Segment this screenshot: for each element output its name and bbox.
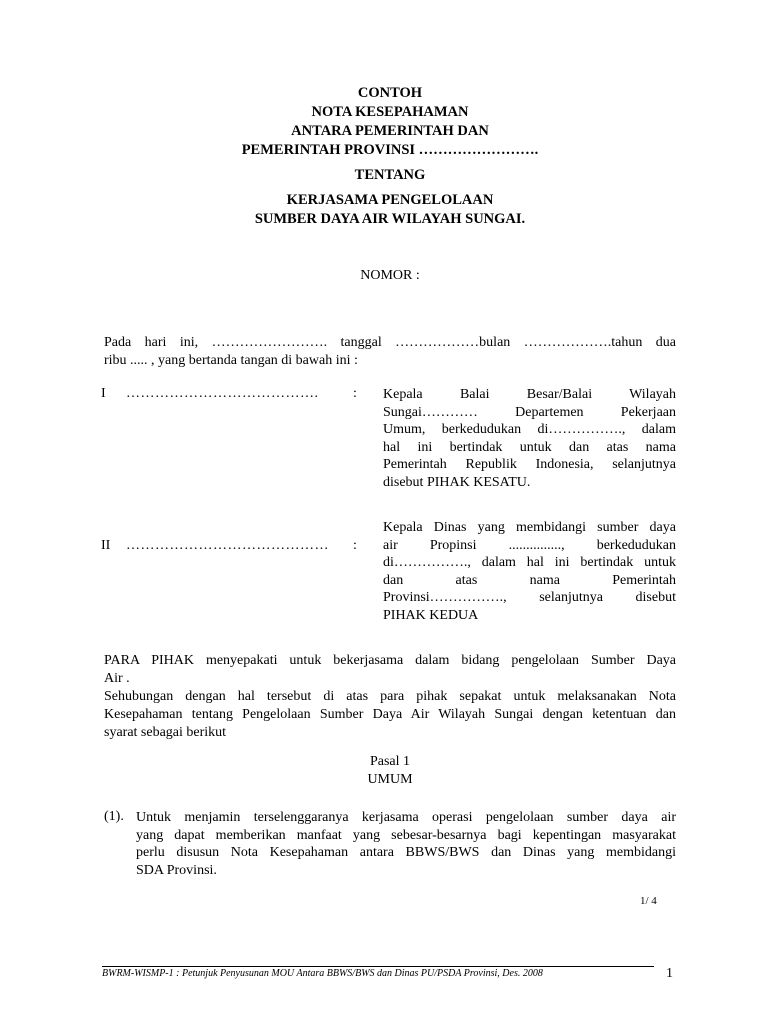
title-line-tentang: TENTANG: [354, 167, 426, 183]
title-line-nota: NOTA KESEPAHAMAN: [311, 104, 469, 120]
party-2-line: dan atas nama Pemerintah: [383, 572, 676, 588]
title-line-antara: ANTARA PEMERINTAH DAN: [291, 123, 489, 139]
party-2-description: [383, 519, 676, 624]
party-2-line: Provinsi……………., selanjutnya disebut: [383, 590, 676, 605]
body-line: Kesepahaman tentang Pengelolaan Sumber Daya Air Wilayah Sungai dengan ketentuan dan: [104, 707, 676, 722]
party-2-name-dots: ……………………………………: [126, 538, 329, 553]
pasal-1-number: Pasal 1: [369, 754, 411, 769]
opening-line-1: Pada hari ini, ……………………. tanggal ………………bulan ……………….tahun dua: [104, 335, 676, 350]
body-line: Sehubungan dengan hal tersebut di atas para pihak sepakat untuk melaksanakan Nota: [104, 689, 676, 704]
party-1-line: Umum, berkedudukan di……………., dalam: [383, 422, 676, 437]
footer-page-number: 1: [666, 966, 673, 981]
party-2-line: PIHAK KEDUA: [383, 607, 479, 623]
item-1-text: [136, 809, 676, 879]
party-1-name-dots: ………………………………….: [126, 386, 319, 401]
party-1-description: [383, 386, 676, 491]
nomor-label: NOMOR :: [360, 268, 420, 283]
pasal-1-heading: UMUM: [367, 772, 413, 787]
title-line-kerjasama: KERJASAMA PENGELOLAAN: [286, 192, 494, 208]
party-2-number: II: [101, 538, 111, 553]
item-1-line: perlu disusun Nota Kesepahaman antara BBWS/BWS dan Dinas yang membidangi: [136, 845, 676, 860]
title-line-provinsi: PEMERINTAH PROVINSI …………………….: [241, 142, 539, 158]
item-1-number: (1).: [104, 809, 124, 824]
body-line: PARA PIHAK menyepakati untuk bekerjasama dalam bidang pengelolaan Sumber Daya: [104, 653, 676, 668]
agreement-paragraph: [104, 652, 676, 742]
document-title: [100, 84, 680, 229]
body-line: syarat sebagai berikut: [104, 725, 227, 740]
party-2-colon: :: [353, 538, 357, 553]
party-1-line: hal ini bertindak untuk dan atas nama: [383, 439, 676, 455]
item-1-line: Untuk menjamin terselenggaranya kerjasama operasi pengelolaan sumber daya air: [136, 810, 676, 825]
opening-paragraph: [104, 334, 676, 370]
title-line-sumber-daya: SUMBER DAYA AIR WILAYAH SUNGAI.: [254, 211, 526, 227]
item-1-line: yang dapat memberikan manfaat yang sebesar-besarnya bagi kepentingan masyarakat: [136, 827, 676, 843]
party-1-line: Kepala Balai Besar/Balai Wilayah: [383, 387, 676, 402]
party-1-line: disebut PIHAK KESATU.: [383, 474, 531, 490]
party-1-line: Pemerintah Republik Indonesia, selanjutnya: [383, 457, 676, 472]
party-2-line: air Propinsi ..............., berkedudukan: [383, 537, 676, 553]
opening-line-2: ribu ..... , yang bertanda tangan di bawah ini :: [104, 353, 358, 368]
footer-text: BWRM-WISMP-1 : Petunjuk Penyusunan MOU Antara BBWS/BWS dan Dinas PU/PSDA Provinsi, Des. 2008: [102, 968, 543, 979]
party-2-line: di……………., dalam hal ini bertindak untuk: [383, 555, 676, 570]
party-1-line: Sungai………… Departemen Pekerjaan: [383, 404, 676, 420]
party-2-line: Kepala Dinas yang membidangi sumber daya: [383, 520, 676, 535]
party-1-colon: :: [353, 386, 357, 401]
page-fraction: 1/ 4: [640, 895, 657, 907]
party-1-number: I: [101, 386, 106, 401]
title-line-contoh: CONTOH: [357, 85, 423, 101]
footer-divider: [102, 966, 654, 967]
body-line: Air .: [104, 671, 130, 686]
item-1-line: SDA Provinsi.: [136, 862, 217, 878]
